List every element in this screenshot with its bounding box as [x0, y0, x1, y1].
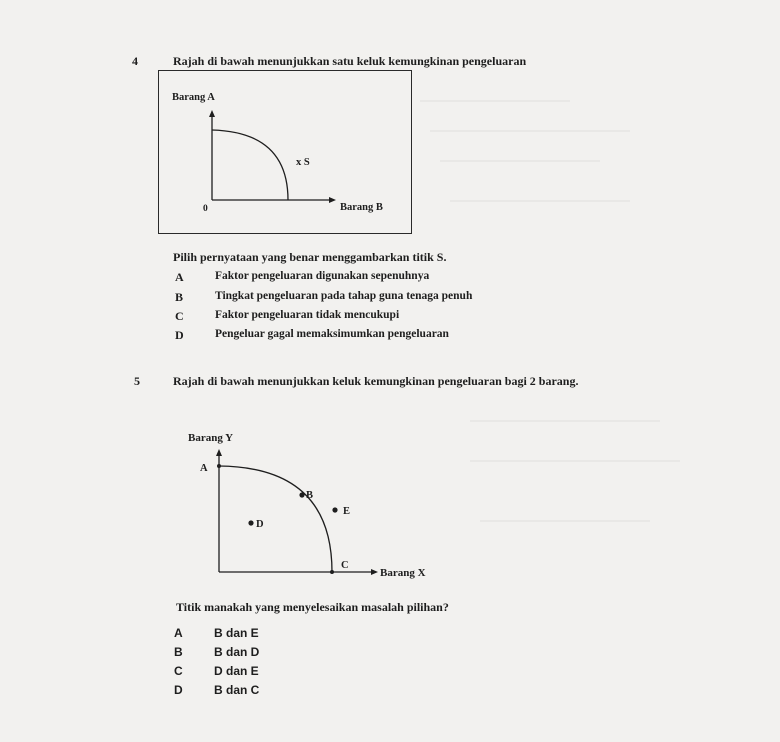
q5-x-axis-label: Barang X — [380, 567, 426, 579]
q4-option-a-text[interactable]: Faktor pengeluaran digunakan sepenuhnya — [215, 270, 430, 282]
q4-option-d-text[interactable]: Pengeluar gagal memaksimumkan pengeluaran — [215, 328, 449, 340]
q5-ppc-chart — [180, 425, 460, 585]
q5-point-d — [248, 520, 253, 525]
q5-point-b-label: B — [306, 490, 314, 501]
q5-x-arrow — [371, 569, 378, 575]
q4-ppc-chart — [158, 70, 412, 234]
q5-question: Rajah di bawah menunjukkan keluk kemungkinan pengeluaran bagi 2 barang. — [173, 374, 579, 388]
bleed-through — [480, 520, 650, 522]
q5-option-a-letter[interactable]: A — [174, 626, 183, 640]
q5-option-c-text[interactable]: D dan E — [214, 664, 259, 678]
q5-option-d-text[interactable]: B dan C — [214, 683, 260, 697]
q5-option-b-letter[interactable]: B — [174, 645, 183, 659]
q4-ppc-curve — [212, 130, 288, 200]
q4-point-s: x S — [296, 157, 310, 168]
q4-option-b-text[interactable]: Tingkat pengeluaran pada tahap guna tenaga penuh — [215, 290, 473, 302]
q4-origin-label: 0 — [203, 204, 208, 214]
q4-option-c-text[interactable]: Faktor pengeluaran tidak mencukupi — [215, 309, 400, 321]
q5-y-arrow — [216, 449, 222, 456]
bleed-through — [450, 200, 630, 202]
q5-point-c-label: C — [341, 560, 349, 571]
q5-number: 5 — [134, 374, 140, 388]
q5-point-c — [330, 570, 334, 574]
bleed-through — [430, 130, 630, 132]
q4-option-b-letter[interactable]: B — [175, 290, 184, 304]
q5-point-b — [299, 492, 304, 497]
q4-option-c-letter[interactable]: C — [175, 309, 184, 323]
q5-ppc-curve — [219, 466, 332, 572]
q5-option-c-letter[interactable]: C — [174, 664, 183, 678]
q4-y-arrow — [209, 110, 215, 117]
q4-number: 4 — [132, 54, 138, 68]
bleed-through — [440, 160, 600, 162]
q4-figure — [158, 70, 412, 234]
q4-x-axis-label: Barang B — [340, 202, 383, 213]
q4-y-axis-label: Barang A — [172, 92, 215, 103]
q5-option-d-letter[interactable]: D — [174, 683, 183, 697]
q5-point-d-label: D — [256, 519, 264, 530]
q4-option-d-letter[interactable]: D — [175, 328, 184, 342]
q5-y-axis-label: Barang Y — [188, 432, 234, 444]
bleed-through — [470, 420, 660, 422]
q4-x-arrow — [329, 197, 336, 203]
q4-option-a-letter[interactable]: A — [175, 270, 184, 284]
q5-point-a — [217, 464, 221, 468]
q5-figure — [180, 425, 460, 585]
q4-question: Rajah di bawah menunjukkan satu keluk kemungkinan pengeluaran — [173, 54, 527, 68]
bleed-through — [470, 460, 680, 462]
q4-prompt: Pilih pernyataan yang benar menggambarkan titik S. — [173, 250, 447, 264]
q5-option-a-text[interactable]: B dan E — [214, 626, 259, 640]
q5-prompt: Titik manakah yang menyelesaikan masalah pilihan? — [176, 600, 449, 614]
bleed-through — [420, 100, 570, 102]
q5-point-a-label: A — [200, 463, 208, 474]
q5-point-e-label: E — [343, 506, 351, 517]
q5-point-e — [332, 507, 337, 512]
q5-option-b-text[interactable]: B dan D — [214, 645, 260, 659]
